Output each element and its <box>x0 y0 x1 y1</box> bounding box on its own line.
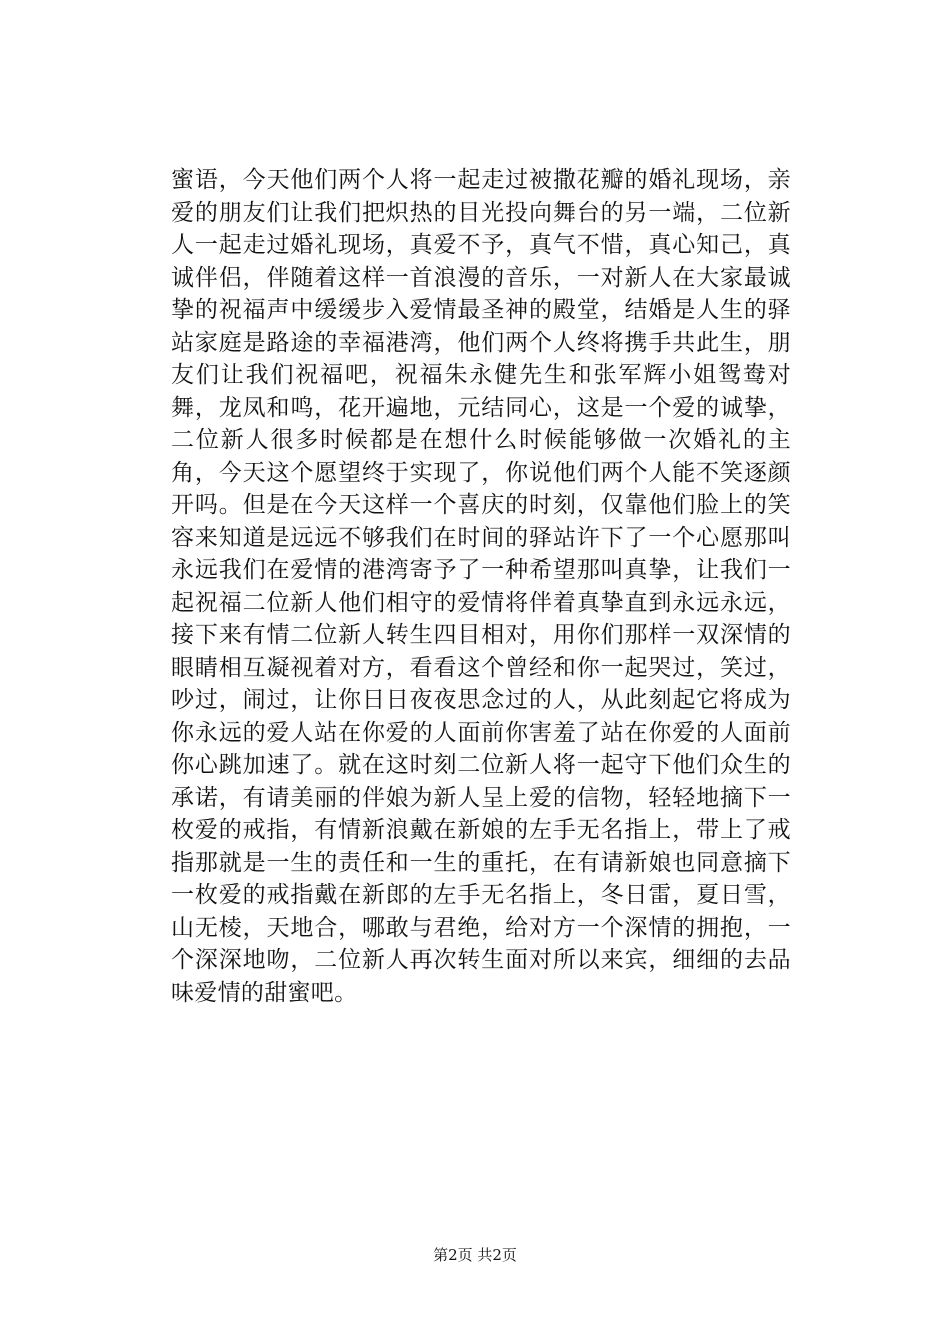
page-footer: 第2页 共2页 <box>433 1246 517 1264</box>
body-paragraph: 蜜语，今天他们两个人将一起走过被撒花瓣的婚礼现场，亲爱的朋友们让我们把炽热的目光投向舞台的另一端，二位新人一起走过婚礼现场，真爱不予，真气不惜，真心知己，真诚伴侣，伴随着这样一首浪漫的音乐，一对新人在大家最诚挚的祝福声中缓缓步入爱情最圣神的殿堂，结婚是人生的驿站家庭是路途的幸福港湾，他们两个人终将携手共此生，朋友们让我们祝福吧，祝福朱永健先生和张军辉小姐鸳鸯对舞，龙凤和鸣，花开遍地，元结同心，这是一个爱的诚挚，二位新人很多时候都是在想什么时候能够做一次婚礼的主角，今天这个愿望终于实现了，你说他们两个人能不笑逐颜开吗。但是在今天这样一个喜庆的时刻，仅靠他们脸上的笑容来知道是远远不够我们在时间的驿站许下了一个心愿那叫永远我们在爱情的港湾寄予了一种希望那叫真挚，让我们一起祝福二位新人他们相守的爱情将伴着真挚直到永远永远，接下来有情二位新人转生四目相对，用你们那样一双深情的眼睛相互凝视着对方，看看这个曾经和你一起哭过，笑过，吵过，闹过，让你日日夜夜思念过的人，从此刻起它将成为你永远的爱人站在你爱的人面前你害羞了站在你爱的人面前你心跳加速了。就在这时刻二位新人将一起守下他们众生的承诺，有请美丽的伴娘为新人呈上爱的信物，轻轻地摘下一枚爱的戒指，有情新浪戴在新娘的左手无名指上，带上了戒指那就是一生的责任和一生的重托，在有请新娘也同意摘下一枚爱的戒指戴在新郎的左手无名指上，冬日雷，夏日雪，山无棱，天地合，哪敢与君绝，给对方一个深情的拥抱，一个深深地吻，二位新人再次转生面对所以来宾，细细的去品味爱情的甜蜜吧。 <box>171 167 791 1006</box>
